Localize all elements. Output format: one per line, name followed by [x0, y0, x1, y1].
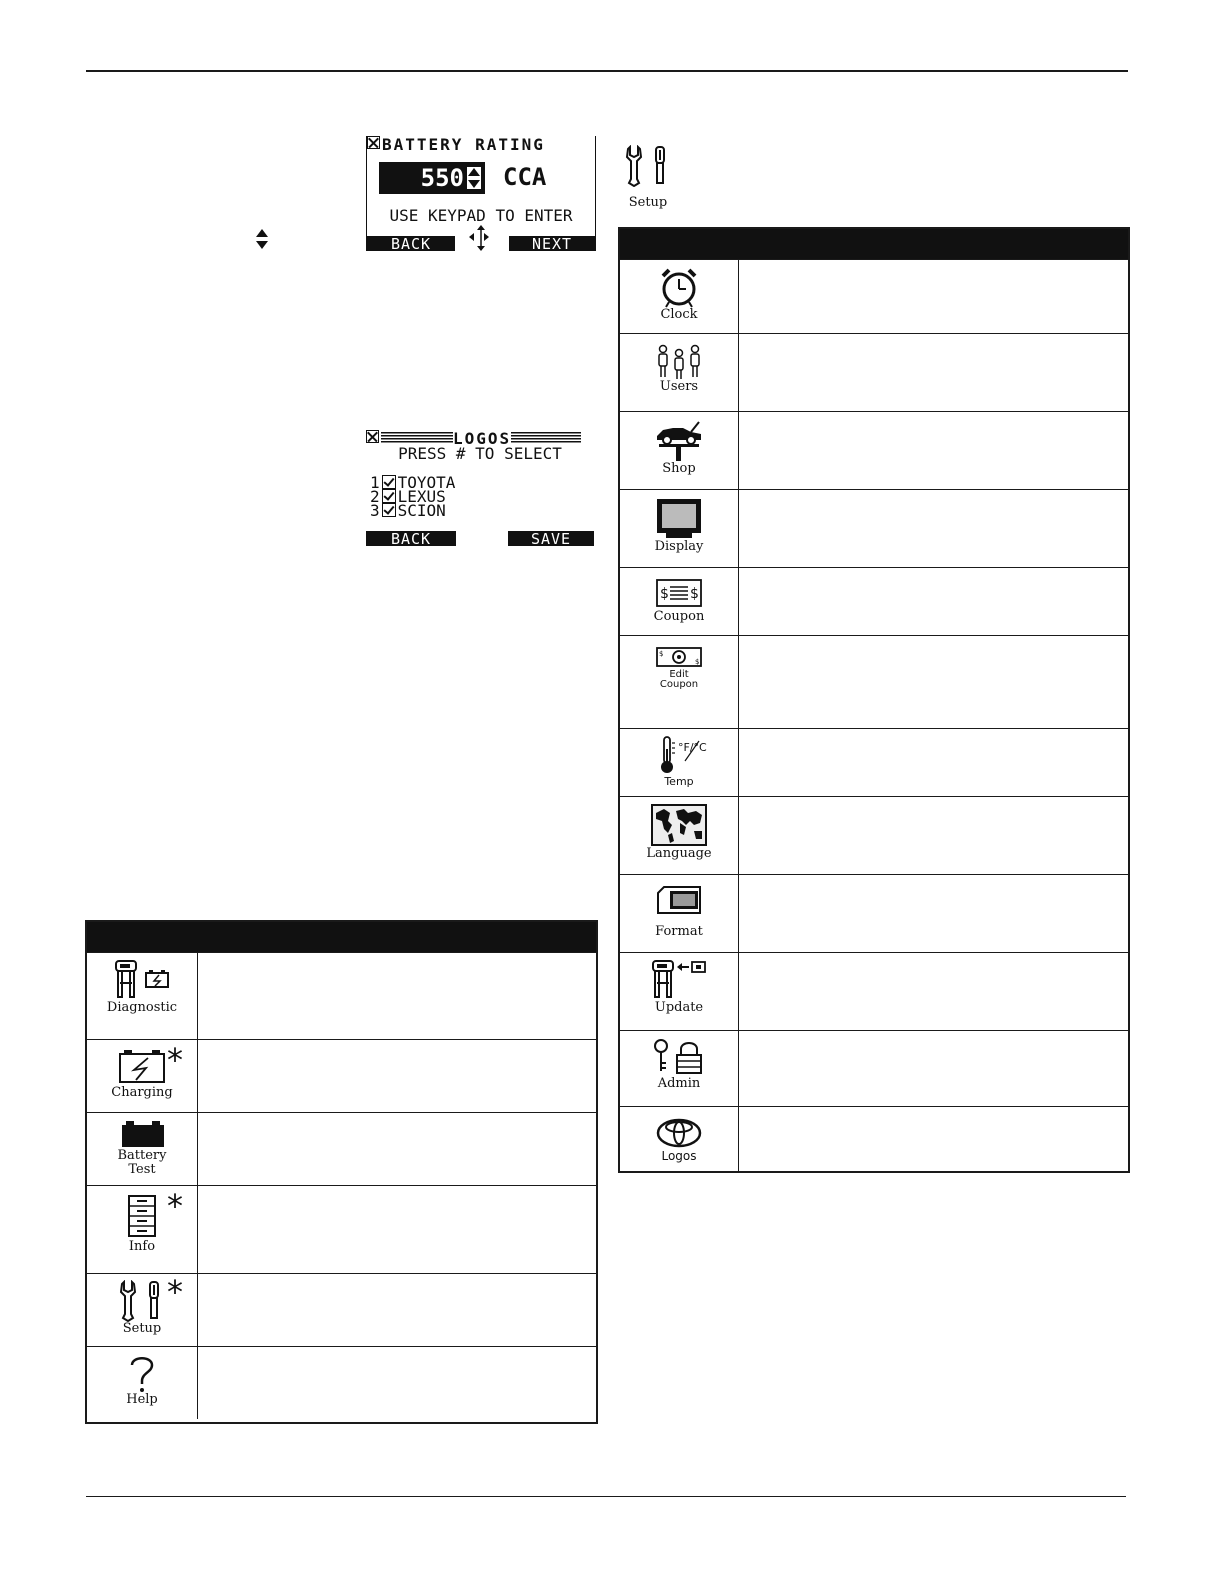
table-header [87, 922, 596, 952]
logo-option[interactable]: 3 SCION [370, 501, 446, 520]
icon-cell [620, 1107, 739, 1173]
table-row [87, 1346, 596, 1419]
icon-label: Info [128, 1239, 156, 1254]
icon-label: Update [654, 1000, 704, 1015]
icon-cell [620, 490, 739, 567]
up-down-arrow-icon [467, 167, 481, 189]
edit-coupon-icon [655, 646, 703, 670]
checkbox-checked-icon[interactable] [382, 475, 396, 489]
main-menu-table [85, 920, 598, 1424]
world-map-icon [650, 803, 708, 847]
coupon-icon [655, 578, 703, 610]
table-row [620, 874, 1128, 952]
icon-label: Battery [117, 1148, 167, 1163]
screen-title-bar [367, 136, 595, 152]
icon-cell [620, 412, 739, 489]
asterisk-mark: * [167, 1041, 183, 1079]
icon-cell [620, 953, 739, 1030]
tester-battery-icon [110, 959, 174, 1001]
table-row [620, 489, 1128, 567]
icon-cell [87, 1347, 198, 1419]
icon-label: Display [654, 539, 704, 554]
checkbox-checked-icon[interactable] [382, 489, 396, 503]
monitor-icon [654, 496, 704, 540]
table-row [620, 728, 1128, 796]
softkey-bar [367, 236, 595, 251]
icon-label: Clock [660, 307, 698, 322]
title-hatch [511, 432, 581, 443]
table-row [87, 1112, 596, 1185]
svg-text:$: $ [659, 650, 664, 658]
table-row [620, 411, 1128, 489]
users-icon [655, 344, 703, 380]
next-softkey[interactable]: NEXT [509, 236, 595, 251]
bottom-rule [86, 1496, 1126, 1497]
icon-label: Language [646, 846, 712, 861]
table-row [620, 635, 1128, 728]
setup-menu-table [618, 227, 1130, 1173]
asterisk-mark: * [167, 1187, 183, 1225]
table-header [620, 229, 1128, 259]
icon-label: Coupon [653, 609, 705, 624]
wrench-screwdriver-icon [624, 145, 672, 187]
icon-label: Users [659, 379, 699, 394]
back-softkey[interactable]: BACK [366, 531, 456, 546]
back-softkey[interactable]: BACK [367, 236, 455, 251]
table-row [87, 1273, 596, 1346]
save-softkey[interactable]: SAVE [508, 531, 594, 546]
table-row [87, 952, 596, 1039]
icon-label-line2: Coupon [659, 679, 699, 690]
icon-label: Help [126, 1392, 158, 1407]
icon-cell [620, 1031, 739, 1106]
icon-label-line2: Test [128, 1162, 156, 1177]
icon-label: Logos [661, 1149, 697, 1163]
table-row [620, 1106, 1128, 1173]
svg-text:$: $ [695, 658, 700, 666]
rating-unit: CCA [503, 163, 547, 191]
table-row [620, 259, 1128, 333]
key-lock-icon [651, 1037, 707, 1077]
car-lift-icon [653, 418, 705, 462]
table-row [620, 567, 1128, 635]
battery-icon [118, 1119, 166, 1149]
icon-cell [620, 636, 739, 728]
icon-label: Diagnostic [106, 1000, 178, 1015]
table-row [87, 1039, 596, 1112]
screen-title: BATTERY RATING [382, 136, 545, 152]
icon-cell [620, 568, 739, 635]
update-tester-icon [649, 959, 709, 1001]
icon-label: Admin [657, 1076, 701, 1091]
setup-heading-icon [622, 145, 674, 210]
icon-label: Setup [122, 1321, 162, 1336]
memory-card-icon [654, 885, 704, 925]
keypad-instruction: USE KEYPAD TO ENTER [389, 206, 573, 225]
close-icon [366, 430, 379, 443]
svg-text:$: $ [690, 586, 699, 602]
icon-cell [620, 875, 739, 952]
icon-label: Shop [662, 461, 696, 476]
icon-cell [620, 260, 739, 333]
select-instruction: PRESS # TO SELECT [398, 444, 562, 463]
checkbox-checked-icon[interactable] [382, 503, 396, 517]
alarm-clock-icon [659, 266, 699, 308]
logo-option[interactable]: 2 LEXUS [370, 487, 446, 506]
table-row [620, 796, 1128, 874]
icon-label: Edit [669, 669, 689, 680]
title-hatch [381, 432, 453, 443]
icon-cell [620, 334, 739, 411]
file-cabinet-icon [125, 1192, 159, 1240]
icon-cell [87, 1113, 198, 1185]
battery-rating-screen [366, 136, 596, 251]
icon-label: Charging [111, 1085, 173, 1100]
rating-value-box[interactable] [379, 162, 485, 194]
icon-label: Format [655, 924, 703, 939]
setup-label: Setup [628, 195, 668, 210]
nav-arrows-icon [467, 225, 491, 251]
screen-title: LOGOS [453, 430, 512, 446]
rating-value: 550 [420, 164, 464, 192]
close-icon [367, 136, 380, 149]
up-down-arrow-icon [255, 228, 269, 250]
asterisk-mark: * [167, 1273, 183, 1311]
table-row [87, 1185, 596, 1273]
icon-cell [620, 729, 739, 796]
temp-unit-text: °F/°C [678, 741, 707, 754]
top-rule [86, 70, 1128, 72]
wrench-screwdriver-icon [118, 1280, 166, 1322]
svg-text:$: $ [660, 586, 669, 602]
logo-option[interactable]: 1 TOYOTA [370, 473, 456, 492]
icon-label: Temp [664, 775, 694, 788]
logos-screen [366, 430, 594, 546]
toyota-logo-icon [655, 1117, 703, 1149]
charging-battery-icon [116, 1046, 168, 1086]
table-row [620, 952, 1128, 1030]
softkey-bar [366, 531, 594, 546]
icon-cell [87, 953, 198, 1039]
table-row [620, 1030, 1128, 1106]
icon-cell [620, 797, 739, 874]
question-mark-icon [127, 1353, 157, 1393]
table-row [620, 333, 1128, 411]
